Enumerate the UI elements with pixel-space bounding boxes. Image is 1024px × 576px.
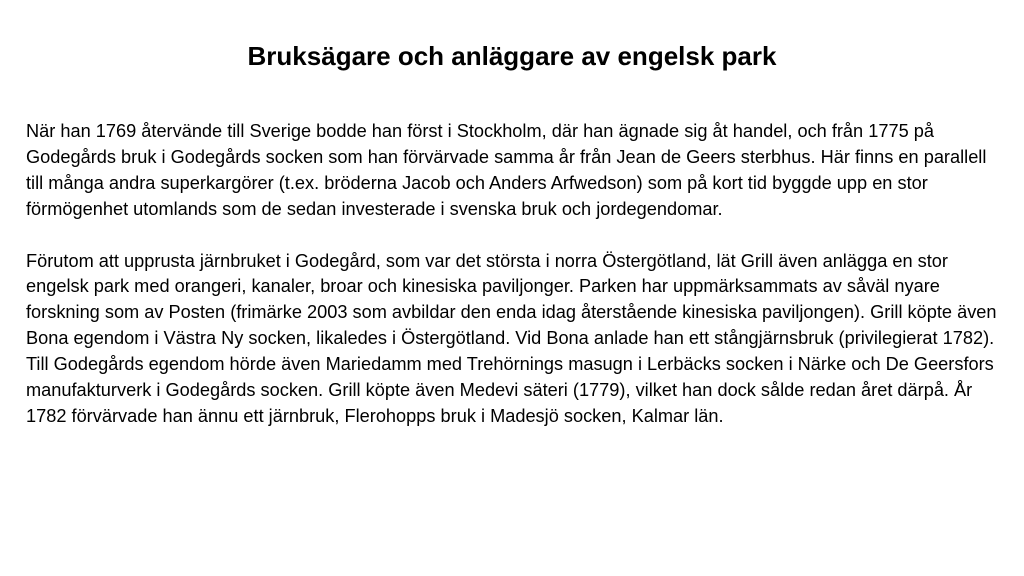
slide-title: Bruksägare och anläggare av engelsk park	[247, 41, 777, 71]
paragraph-1: När han 1769 återvände till Sverige bodde han först i Stockholm, där han ägnade sig åt handel, och från 1775 på Godegårds bruk i Godegårds socken som han förvärvade samma år från Jean de Geers sterbhus. Här finns en parallell till många andra superkargörer (t.ex. bröderna Jacob och Anders Arfwedson) som på kort tid byggde upp en stor förmögenhet utomlands som de sedan investerade i svenska bruk och jordegendomar.	[26, 121, 987, 219]
paragraph-2: Förutom att upprusta järnbruket i Godegård, som var det största i norra Östergötland, lät Grill även anlägga en stor engelsk park med orangeri, kanaler, broar och kinesiska paviljonger. Parken har uppmärksammats av såväl nyare forskning som av Posten (frimärke 2003 som avbildar den enda idag återstående kinesiska paviljongen). Grill köpte även Bona egendom i Västra Ny socken, likaledes i Östergötland. Vid Bona anlade han ett stångjärnsbruk (privilegierat 1782). Till Godegårds egendom hörde även Mariedamm med Trehörnings masugn i Lerbäcks socken i Närke och De Geersfors manufakturverk i Godegårds socken. Grill köpte även Medevi säteri (1779), vilket han dock sålde redan året därpå. År 1782 förvärvade han ännu ett järnbruk, Flerohopps bruk i Madesjö socken, Kalmar län.	[26, 250, 997, 426]
slide-body	[26, 119, 1001, 430]
